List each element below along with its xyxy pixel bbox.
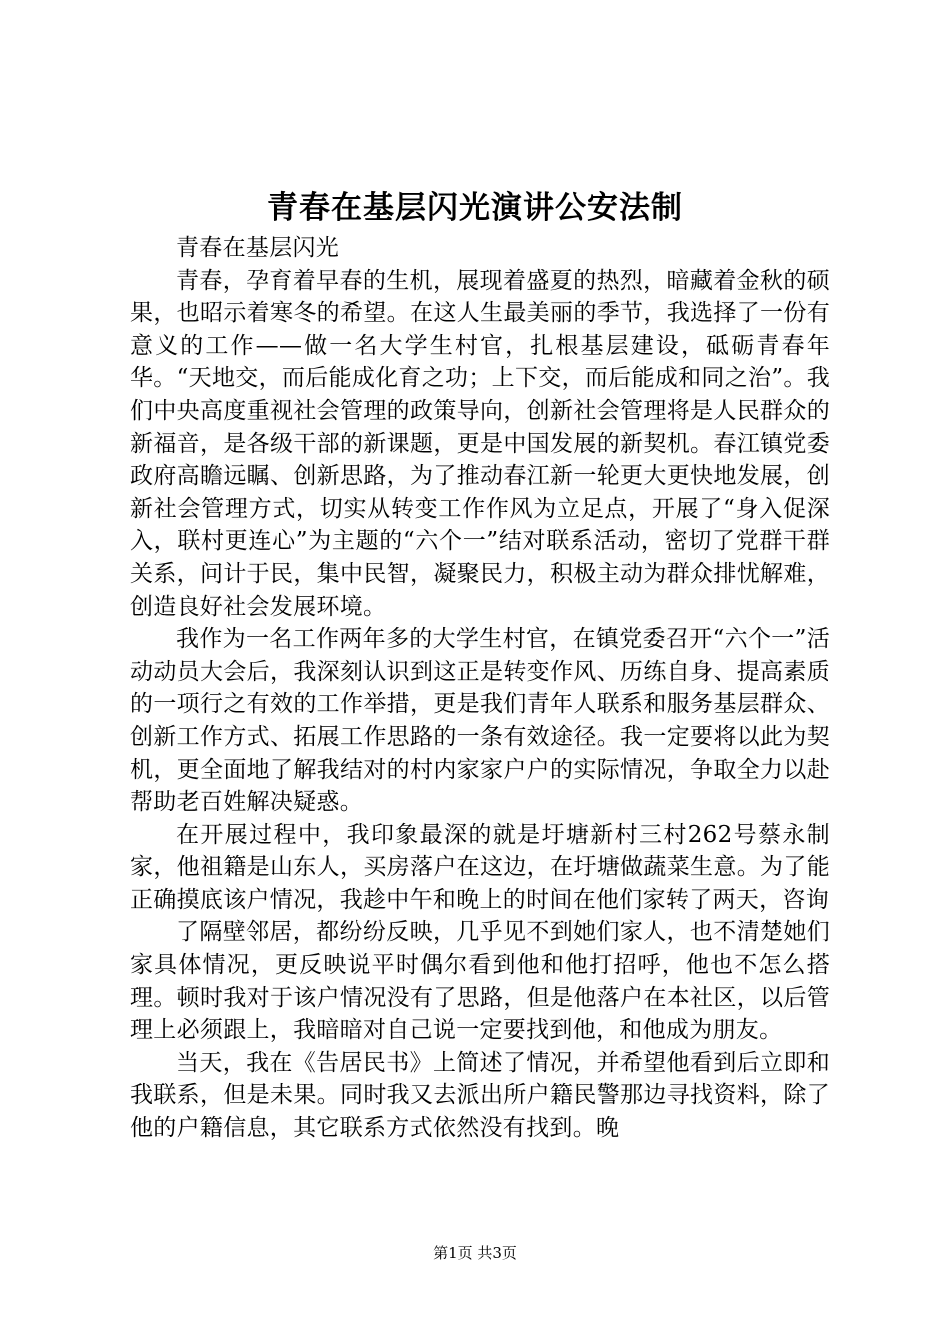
document-body bbox=[130, 232, 830, 1145]
paragraph: 当天，我在《告居民书》上简述了情况，并希望他看到后立即和我联系，但是未果。同时我又去派出所户籍民警那边寻找资料，除了他的户籍信息，其它联系方式依然没有找到。晚 bbox=[130, 1049, 830, 1142]
paragraph-subtitle: 青春在基层闪光 bbox=[176, 235, 340, 261]
paragraph: 青春，孕育着早春的生机，展现着盛夏的热烈，暗藏着金秋的硕果，也昭示着寒冬的希望。在这人生最美丽的季节，我选择了一份有意义的工作——做一名大学生村官，扎根基层建设，砥砺青春年华。“天地交，而后能成化育之功；上下交，而后能成和同之治”。我们中央高度重视社会管理的政策导向，创新社会管理将是人民群众的新福音，是各级干部的新课题，更是中国发展的新契机。春江镇党委政府高瞻远瞩、创新思路，为了推动春江新一轮更大更快地发展，创新社会管理方式，切实从转变工作作风为立足点，开展了“身入促深入，联村更连心”为主题的“六个一”结对联系活动，密切了党群干群关系，问计于民，集中民智，凝聚民力，积极主动为群众排忧解难，创造良好社会发展环境。 bbox=[130, 267, 830, 620]
paragraph: 在开展过程中，我印象最深的就是圩塘新村三村262号蔡永制家，他祖籍是山东人，买房落户在这边，在圩塘做蔬菜生意。为了能正确摸底该户情况，我趁中午和晚上的时间在他们家转了两天，咨询 bbox=[130, 821, 830, 913]
page-footer: 第1页 共3页 bbox=[433, 1244, 517, 1262]
paragraph: 我作为一名工作两年多的大学生村官，在镇党委召开“六个一”活动动员大会后，我深刻认识到这正是转变作风、历练自身、提高素质的一项行之有效的工作举措，更是我们青年人联系和服务基层群众、创新工作方式、拓展工作思路的一条有效途径。我一定要将以此为契机，更全面地了解我结对的村内家家户户的实际情况，争取全力以赴帮助老百姓解决疑惑。 bbox=[130, 626, 830, 816]
paragraph: 了隔壁邻居，都纷纷反映，几乎见不到她们家人，也不清楚她们家具体情况，更反映说平时偶尔看到他和他打招呼，他也不怎么搭理。顿时我对于该户情况没有了思路，但是他落户在本社区，以后管理上必须跟上，我暗暗对自己说一定要找到他，和他成为朋友。 bbox=[130, 919, 830, 1044]
document-title: 青春在基层闪光演讲公安法制 bbox=[267, 190, 683, 226]
